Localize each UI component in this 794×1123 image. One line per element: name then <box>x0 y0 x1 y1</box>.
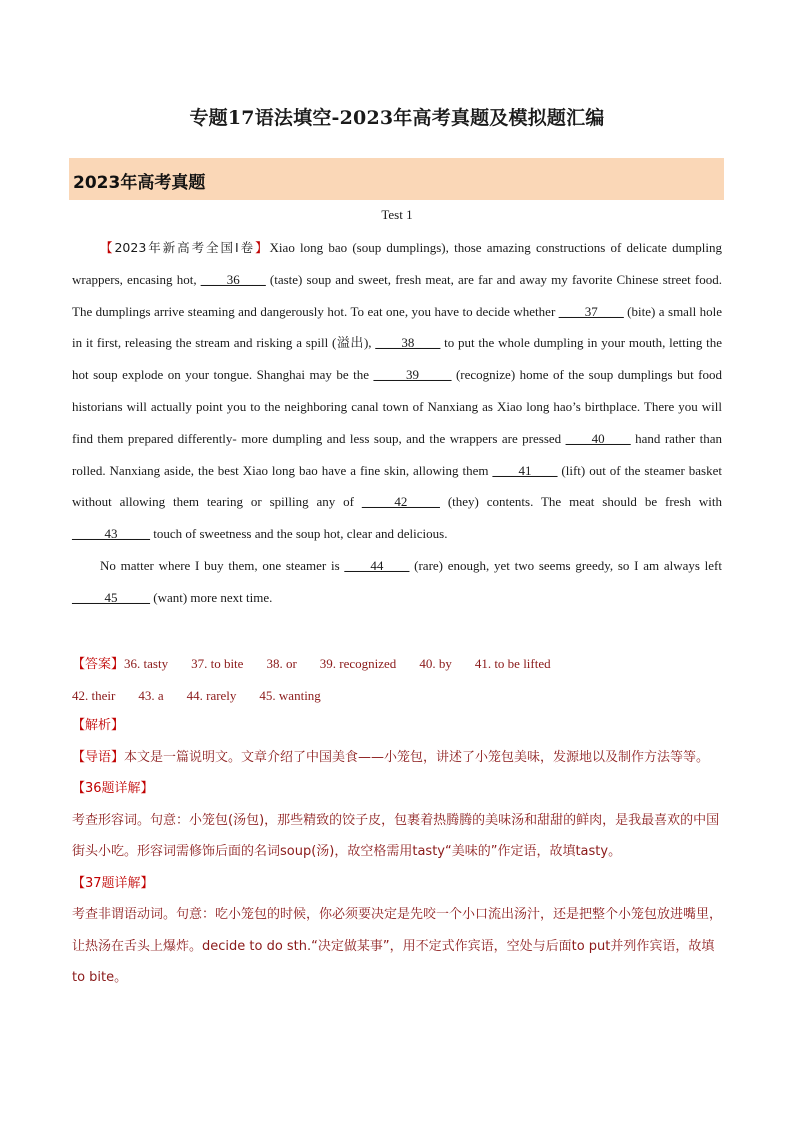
answer-item: 44. rarely <box>186 688 237 703</box>
q37-explanation: 考查非谓语动词。句意：吃小笼包的时候，你必须要决定是先咬一个小口流出汤汁，还是把整个小笼包放进嘴里，让热汤在舌头上爆炸。decide to do sth.“决定做某事”，用不定式作宾语，空处与后面to put并列作宾语，故填to bite。 <box>72 907 723 985</box>
guide-paragraph <box>72 742 722 774</box>
blank-37: ____37____ <box>558 303 624 319</box>
answer-item: 43. a <box>138 688 164 703</box>
blank-36: ____36____ <box>200 271 266 287</box>
document-title: 专题17语法填空-2023年高考真题及模拟题汇编 <box>189 107 605 129</box>
answer-label: 【答案】 <box>72 657 125 672</box>
blank-43: _____43_____ <box>72 526 150 542</box>
answer-item: 39. recognized <box>319 656 397 671</box>
answer-item: 40. by <box>419 656 452 671</box>
blank-42: _____42_____ <box>361 494 440 510</box>
blank-39: _____39_____ <box>373 367 452 383</box>
analysis-section <box>72 710 722 994</box>
answer-row-2 <box>72 680 722 711</box>
section-header <box>69 158 724 200</box>
answer-row-1 <box>72 648 722 680</box>
q36-heading: 【36题详解】 <box>72 781 154 796</box>
blank-45: _____45_____ <box>72 589 150 605</box>
section-title: 2023年高考真题 <box>73 173 206 193</box>
answer-item: 42. their <box>72 688 116 703</box>
answer-item: 45. wanting <box>259 688 321 703</box>
guide-label: 【导语】 <box>72 749 125 765</box>
blank-41: ____41____ <box>492 462 558 478</box>
passage-paragraph-1: 【2023年新高考全国Ⅰ卷】Xiao long bao (soup dumplings), those amazing constructions of delicate dumpling wrappers, encasing hot, ____36____ (taste) soup and sweet, fresh meat, are far and away my favorite Chinese street food. The dumplings arrive steaming and dangerously hot. To eat one, you have to decide whether ____37____ (bite) a small hole in it first, releasing the stream and risking a spill (溢出), ____38____ to put the whole dumpling in your mouth, letting the hot soup explode on your tongue. Shanghai may be the _____39_____ (recognize) home of the soup dumplings but food historians will actually point you to the neighboring canal town of Nanxiang as Xiao long hao’s birthplace. There you will find them prepared differently- more dumpling and less soup, and the wrappers are pressed ____40____ hand rather than rolled. Nanxiang aside, the best Xiao long bao have a fine skin, allowing them ____41____ (lift) out of the steamer basket without allowing them tearing or spilling any of _____42_____ (they) contents. The meat should be fresh with _____43_____ touch of sweetness and the soup hot, clear and delicious. <box>72 240 723 542</box>
answer-item: 38. or <box>266 656 297 671</box>
passage-paragraph-2: No matter where I buy them, one steamer is ____44____ (rare) enough, yet two seems greedy, so I am always left _____45_____ (want) more next time. <box>72 557 722 605</box>
blank-38: ____38____ <box>375 335 441 351</box>
q37-heading: 【37题详解】 <box>72 875 154 891</box>
answer-item: 36. tasty <box>124 656 169 671</box>
source-tag: 【2023年新高考全国Ⅰ卷】 <box>100 240 270 255</box>
test-title: Test 1 <box>381 207 413 222</box>
blank-40: ____40____ <box>565 430 631 446</box>
reading-passage <box>72 232 722 614</box>
answer-item: 37. to bite <box>191 656 244 671</box>
guide-text: 本文是一篇说明文。文章介绍了中国美食——小笼包，讲述了小笼包美味，发源地以及制作方法等等。 <box>124 749 710 765</box>
answer-section <box>72 648 722 711</box>
analysis-label: 【解析】 <box>72 718 125 733</box>
answer-item: 41. to be lifted <box>474 656 551 671</box>
q36-explanation: 考查形容词。句意：小笼包(汤包)，那些精致的饺子皮，包裹着热腾腾的美味汤和甜甜的鲜肉，是我最喜欢的中国街头小吃。形容词需修饰后面的名词soup(汤)，故空格需用tasty“美味的”作定语，故填tasty。 <box>72 812 720 859</box>
blank-44: ____44____ <box>344 557 410 573</box>
